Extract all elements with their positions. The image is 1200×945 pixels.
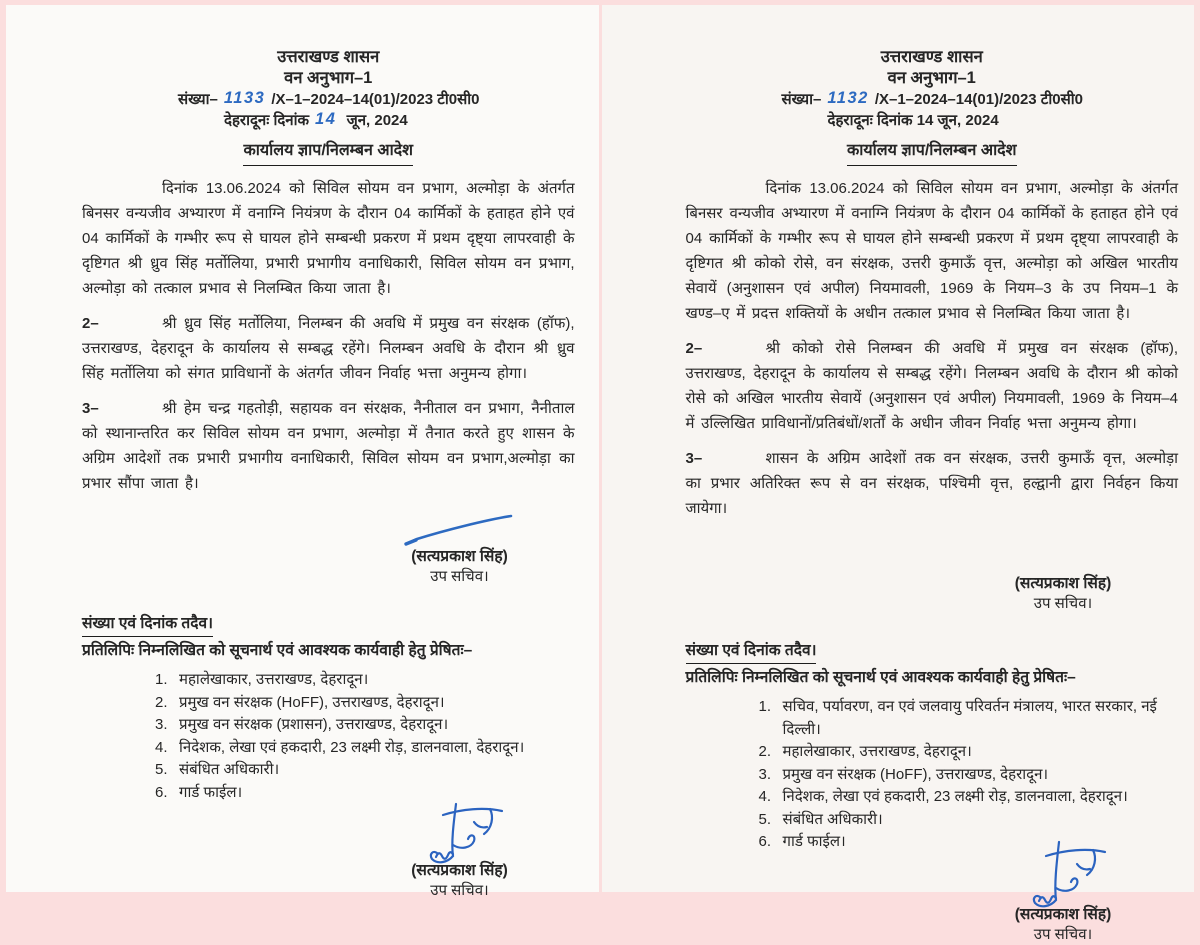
copy-item-number: 3. (155, 716, 168, 733)
copy-item (155, 737, 575, 760)
copy-item-text: निदेशक, लेखा एवं हकदारी, 23 लक्ष्मी रोड़, डालनवाला, देहरादून। (782, 788, 1128, 805)
copy-section (82, 611, 575, 804)
copy-item-number: 6. (155, 783, 168, 801)
signature-block-bottom (974, 838, 1152, 945)
paragraph-text: श्री कोको रोसे निलम्बन की अवधि में प्रमुख वन संरक्षक (हॉफ), उत्तराखण्ड, देहरादून के कार्यालय से सम्बद्ध रहेंगे। निलम्बन अवधि के दौरान श्री कोको रोसे को अखिल भारतीय सेवायें (अनुशासन एवं अपील) नियमावली, 1969 के नियम–4 में उल्लिखित प्राविधानों/प्रतिबंधों/शर्तों के अधीन जीवन निर्वाह भत्ता अनुमन्य होगा। (685, 340, 1178, 432)
copy-item-number: 5. (155, 761, 168, 778)
copy-item-number: 3. (758, 765, 772, 783)
copy-intro: प्रतिलिपिः निम्नलिखित को सूचनार्थ एवं आवश्यक कार्यवाही हेतु प्रेषितः– (82, 642, 473, 659)
page-header (82, 47, 575, 89)
paragraph-text: दिनांक 13.06.2024 को सिविल सोयम वन प्रभाग, अल्मोड़ा के अंतर्गत बिनसर वन्यजीव अभ्यारण में वनाग्नि नियंत्रण के दौरान 04 कार्मिकों के हताहत होने एवं 04 कार्मिकों के गम्भीर रूप से घायल होने सम्बन्धी प्रकरण में प्रथम दृष्ट्या लापरवाही के दृष्टिगत श्री कोको रोसे, वन संरक्षक, उत्तरी कुमाऊँ वृत्त, अल्मोड़ा को अखिल भारतीय सेवायें (अनुशासन एवं अपील) नियमावली, 1969 के नियम–3 के उप नियम–1 के खण्ड–ए में प्रदत्त शक्तियों के अधीन तत्काल प्रभाव से निलम्बित किया जाता है। (685, 180, 1178, 322)
document-page-left (6, 5, 599, 899)
signatory-name: (सत्यप्रकाश सिंह) (1014, 905, 1112, 923)
paragraph-number: 2– (685, 340, 703, 357)
org-title: उत्तराखण्ड शासन (277, 48, 380, 66)
paragraph-text: शासन के अग्रिम आदेशों तक वन संरक्षक, उत्तरी कुमाऊँ वृत्त, अल्मोड़ा का प्रभार अतिरिक्त रूप से वन संरक्षक, पश्चिमी वृत्त, हल्द्वानी द्वारा निर्वहन किया जायेगा। (685, 450, 1178, 517)
copy-heading: संख्या एवं दिनांक तदैव। (686, 640, 817, 664)
copy-item-number: 1. (758, 698, 772, 715)
copy-item (155, 714, 575, 737)
copy-item-number: 5. (758, 810, 772, 828)
paragraph-1 (686, 176, 1179, 326)
paragraph-text: श्री हेम चन्द्र गहतोड़ी, सहायक वन संरक्षक, नैनीताल वन प्रभाग, नैनीताल को स्थानान्तरित कर सिविल सोयम वन प्रभाग, अल्मोड़ा में तैनात करते हुए शासन के अग्रिम आदेशों तक प्रभारी प्रभागीय वनाधिकारी, सिविल सोयम वन प्रभाग,अल्मोड़ा का प्रभार सौंपा जाता है। (82, 400, 575, 492)
signature-block-top (371, 512, 549, 587)
copy-item-text: निदेशक, लेखा एवं हकदारी, 23 लक्ष्मी रोड़, डालनवाला, देहरादून। (179, 738, 525, 756)
place-date-label: देहरादूनः दिनांक (224, 112, 310, 129)
document-page-right (602, 5, 1195, 943)
paragraph-number: 3– (685, 450, 703, 467)
copy-item-text: संबंधित अधिकारी। (782, 810, 883, 828)
signature-stroke-icon (401, 512, 519, 548)
date-rest: जून, 2024 (346, 112, 408, 129)
copy-item-number: 2. (155, 693, 168, 711)
copy-item (155, 759, 575, 782)
copy-item-text: प्रमुख वन संरक्षक (प्रशासन), उत्तराखण्ड, देहरादून। (179, 716, 449, 733)
number-label: संख्या– (781, 91, 822, 108)
copy-item (759, 696, 1179, 741)
copy-item-text: प्रमुख वन संरक्षक (HoFF), उत्तराखण्ड, देहरादून। (782, 765, 1049, 783)
place-date-label: देहरादूनः दिनांक (827, 112, 913, 129)
copy-item-text: संबंधित अधिकारी। (179, 761, 280, 778)
copy-intro: प्रतिलिपिः निम्नलिखित को सूचनार्थ एवं आवश्यक कार्यवाही हेतु प्रेषितः– (685, 669, 1076, 686)
signatory-title: उप सचिव। (1033, 925, 1093, 943)
signatory-name: (सत्यप्रकाश सिंह) (411, 548, 508, 565)
doc-title: कार्यालय ज्ञाप/निलम्बन आदेश (243, 138, 413, 166)
copy-item (155, 669, 575, 692)
copy-item (759, 786, 1179, 809)
copy-item (759, 764, 1179, 787)
copy-item-number: 4. (758, 788, 772, 805)
signatory-title: उप सचिव। (430, 882, 489, 899)
section-title: वन अनुभाग–1 (284, 69, 373, 87)
paragraph-2 (82, 311, 575, 386)
signature-block-top (974, 573, 1152, 614)
copy-item (759, 809, 1179, 832)
handwritten-number: 1132 (827, 89, 869, 107)
paragraph-text: दिनांक 13.06.2024 को सिविल सोयम वन प्रभाग, अल्मोड़ा के अंतर्गत बिनसर वन्यजीव अभ्यारण में वनाग्नि नियंत्रण के दौरान 04 कार्मिकों के हताहत होने एवं 04 कार्मिकों के गम्भीर रूप से घायल होने सम्बन्धी प्रकरण में प्रथम दृष्ट्या लापरवाही के दृष्टिगत श्री ध्रुव सिंह मर्तोलिया, प्रभारी प्रभागीय वनाधिकारी, सिविल सोयम वन प्रभाग, अल्मोड़ा को तत्काल प्रभाव से निलम्बित किया जाता है। (82, 180, 575, 297)
signatory-title: उप सचिव। (430, 568, 489, 585)
copy-item-number: 2. (758, 743, 772, 760)
copy-item-text: गार्ड फाईल। (179, 783, 243, 801)
copy-item-number: 1. (155, 671, 168, 688)
paragraph-3 (686, 446, 1179, 521)
number-rest: /X–1–2024–14(01)/2023 टी0सी0 (271, 91, 480, 108)
doc-title-wrap (82, 138, 575, 166)
signatory-name: (सत्यप्रकाश सिंह) (411, 862, 508, 879)
paragraph-text: श्री ध्रुव सिंह मर्तोलिया, निलम्बन की अवधि में प्रमुख वन संरक्षक (हॉफ), उत्तराखण्ड, देहरादून के कार्यालय से सम्बद्ध रहेंगे। निलम्बन अवधि के दौरान श्री ध्रुव सिंह मर्तोलिया को संगत प्राविधानों के अंतर्गत जीवन निर्वाह भत्ता अनुमन्य होगा। (82, 315, 575, 382)
copy-item-text: महालेखाकार, उत्तराखण्ड, देहरादून। (179, 671, 369, 688)
handwritten-number: 1133 (223, 89, 266, 107)
reference-number-line (782, 89, 1179, 110)
handwritten-date: 14 (315, 110, 337, 128)
signatory-name: (सत्यप्रकाश सिंह) (1014, 575, 1112, 592)
paragraph-1 (82, 176, 575, 301)
signature-block-bottom (371, 800, 549, 901)
reference-number-line (178, 89, 575, 110)
copy-item-text: महालेखाकार, उत्तराखण्ड, देहरादून। (782, 743, 972, 760)
number-rest: /X–1–2024–14(01)/2023 टी0सी0 (874, 91, 1083, 108)
copy-item-text: सचिव, पर्यावरण, वन एवं जलवायु परिवर्तन मंत्रालय, भारत सरकार, नई दिल्ली। (782, 698, 1157, 738)
paragraph-3 (82, 396, 575, 496)
place-date-line (224, 110, 575, 131)
paragraph-number: 3– (82, 400, 99, 417)
copy-item-number: 6. (758, 833, 772, 850)
copy-heading: संख्या एवं दिनांक तदैव। (82, 613, 213, 637)
paragraph-number: 2– (82, 315, 99, 332)
signatory-title: उप सचिव। (1033, 595, 1093, 612)
page-header (686, 47, 1179, 89)
section-title: वन अनुभाग–1 (887, 69, 976, 87)
paragraph-2 (686, 336, 1179, 436)
org-title: उत्तराखण्ड शासन (880, 48, 983, 66)
copy-section (686, 638, 1179, 854)
place-date-line (828, 110, 1179, 131)
date-rest: 14 जून, 2024 (916, 112, 999, 129)
copy-item-number: 4. (155, 738, 168, 756)
number-label: संख्या– (178, 91, 218, 108)
copy-item (155, 692, 575, 715)
doc-title: कार्यालय ज्ञाप/निलम्बन आदेश (847, 138, 1017, 166)
copy-list (759, 696, 1179, 854)
copy-item (759, 741, 1179, 764)
copy-item-text: गार्ड फाईल। (782, 833, 846, 850)
copy-item-text: प्रमुख वन संरक्षक (HoFF), उत्तराखण्ड, देहरादून। (179, 693, 445, 711)
doc-title-wrap (686, 138, 1179, 166)
copy-list (155, 669, 575, 804)
